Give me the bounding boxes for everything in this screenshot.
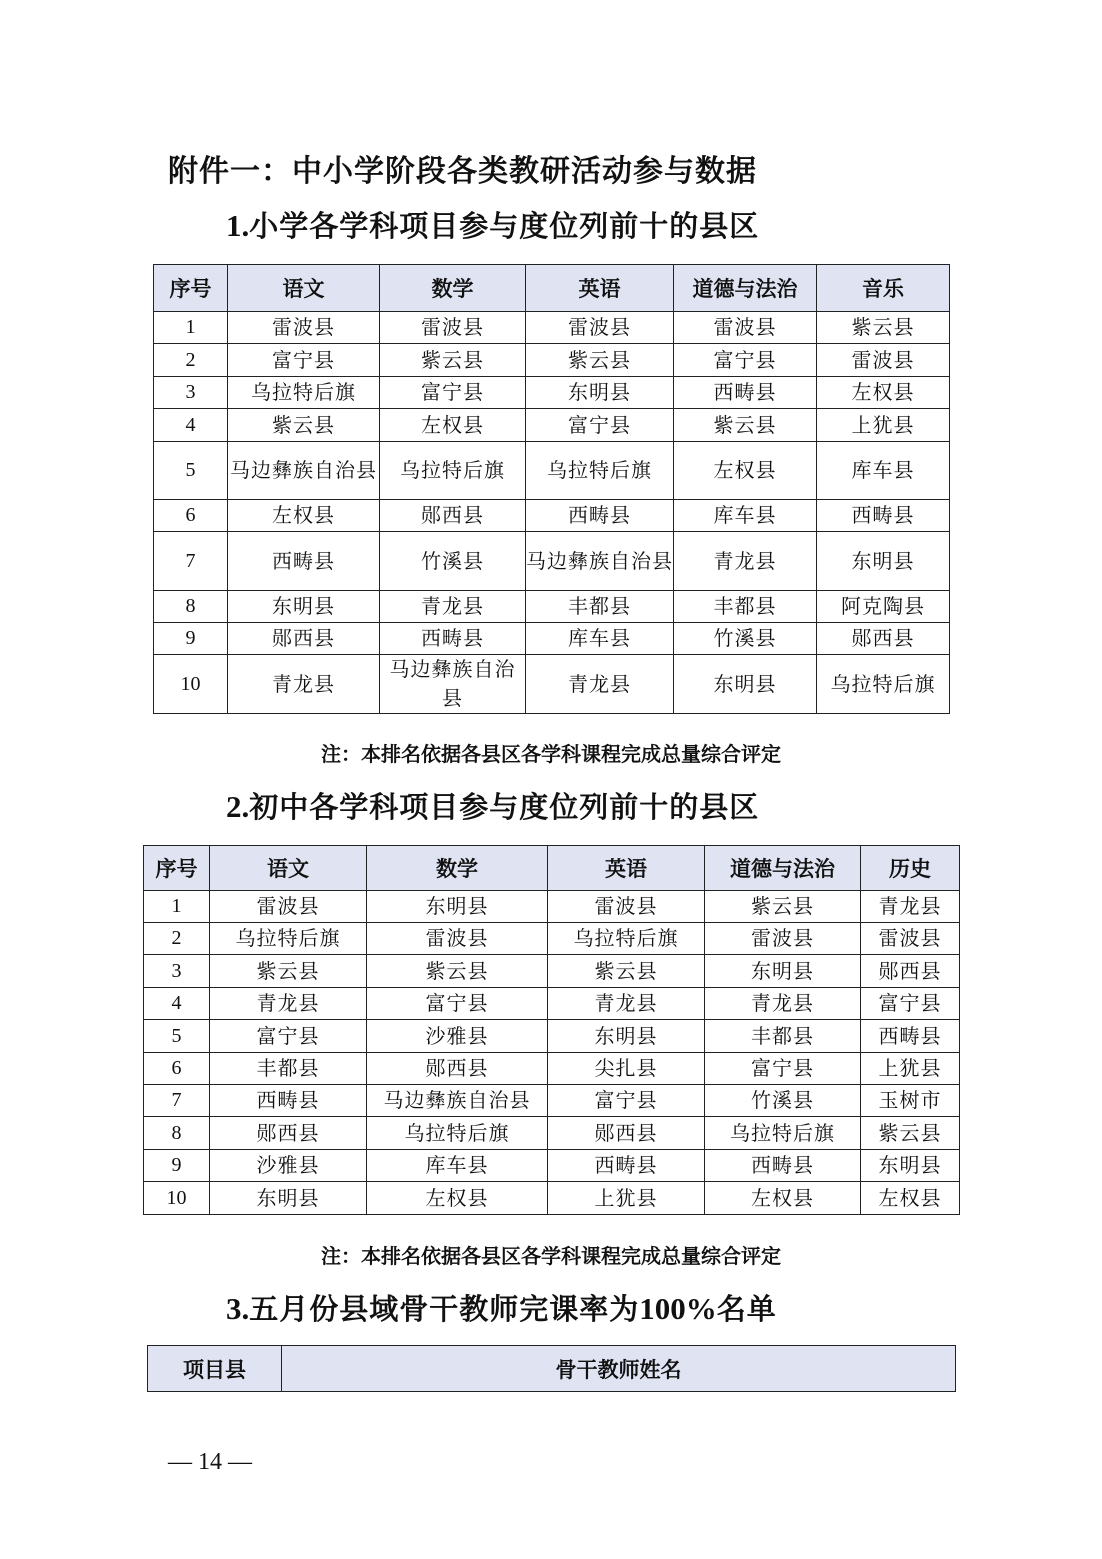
table-row — [144, 1150, 960, 1182]
table-row — [154, 344, 950, 377]
county-cell: 富宁县 — [228, 344, 380, 377]
county-cell: 西畴县 — [526, 500, 674, 532]
county-cell: 雷波县 — [380, 312, 526, 344]
table-row — [154, 377, 950, 409]
county-cell: 富宁县 — [526, 409, 674, 442]
rank-cell: 5 — [154, 442, 228, 500]
table-row — [144, 1085, 960, 1117]
county-cell: 西畴县 — [380, 623, 526, 655]
table-row — [154, 532, 950, 591]
county-cell: 上犹县 — [548, 1182, 705, 1215]
middle-school-table — [143, 845, 960, 1215]
county-cell: 郧西县 — [228, 623, 380, 655]
county-cell: 雷波县 — [817, 344, 950, 377]
county-cell: 紫云县 — [367, 955, 548, 988]
county-cell: 左权县 — [228, 500, 380, 532]
section3-number: 3. — [226, 1291, 250, 1326]
county-cell: 紫云县 — [861, 1117, 960, 1150]
section3-title-text: 五月份县域骨干教师完课率为 — [249, 1292, 640, 1326]
county-cell: 左权县 — [674, 442, 817, 500]
county-cell: 西畴县 — [817, 500, 950, 532]
county-cell: 郧西县 — [817, 623, 950, 655]
county-cell: 富宁县 — [705, 1053, 861, 1085]
column-header: 序号 — [144, 846, 210, 891]
county-cell: 雷波县 — [210, 891, 367, 923]
county-cell: 沙雅县 — [367, 1020, 548, 1053]
table-row — [144, 988, 960, 1020]
county-cell: 西畴县 — [228, 532, 380, 591]
county-cell: 西畴县 — [861, 1020, 960, 1053]
county-cell: 青龙县 — [210, 988, 367, 1020]
table-row — [154, 655, 950, 714]
county-cell: 乌拉特后旗 — [380, 442, 526, 500]
county-cell: 竹溪县 — [674, 623, 817, 655]
county-cell: 乌拉特后旗 — [548, 923, 705, 955]
rank-cell: 8 — [154, 591, 228, 623]
county-cell: 丰都县 — [674, 591, 817, 623]
county-cell: 马边彝族自治县 — [367, 1085, 548, 1117]
county-cell: 东明县 — [861, 1150, 960, 1182]
county-cell: 郧西县 — [861, 955, 960, 988]
county-cell: 丰都县 — [526, 591, 674, 623]
county-cell: 乌拉特后旗 — [367, 1117, 548, 1150]
column-header: 音乐 — [817, 265, 950, 312]
rank-cell: 10 — [144, 1182, 210, 1215]
county-cell: 富宁县 — [548, 1085, 705, 1117]
column-header: 语文 — [228, 265, 380, 312]
county-cell: 乌拉特后旗 — [817, 655, 950, 714]
county-cell: 雷波县 — [674, 312, 817, 344]
county-cell: 左权县 — [380, 409, 526, 442]
county-cell: 雷波县 — [705, 923, 861, 955]
table-row — [154, 623, 950, 655]
county-cell: 左权县 — [817, 377, 950, 409]
table-row — [144, 1117, 960, 1150]
county-cell: 紫云县 — [705, 891, 861, 923]
rank-cell: 6 — [154, 500, 228, 532]
county-cell: 青龙县 — [861, 891, 960, 923]
county-cell: 库车县 — [367, 1150, 548, 1182]
column-header: 道德与法治 — [705, 846, 861, 891]
county-cell: 东明县 — [674, 655, 817, 714]
county-cell: 东明县 — [210, 1182, 367, 1215]
county-cell: 左权县 — [705, 1182, 861, 1215]
section3-title-suffix: 名单 — [716, 1292, 777, 1326]
column-header: 数学 — [380, 265, 526, 312]
rank-cell: 1 — [154, 312, 228, 344]
column-header: 语文 — [210, 846, 367, 891]
county-cell: 竹溪县 — [705, 1085, 861, 1117]
county-cell: 马边彝族自治县 — [380, 655, 526, 714]
county-cell: 尖扎县 — [548, 1053, 705, 1085]
section1-title — [226, 204, 759, 245]
column-header: 项目县 — [148, 1346, 282, 1392]
county-cell: 库车县 — [817, 442, 950, 500]
table-header-row — [148, 1346, 956, 1392]
column-header: 英语 — [526, 265, 674, 312]
county-cell: 富宁县 — [861, 988, 960, 1020]
rank-cell: 9 — [144, 1150, 210, 1182]
attachment-title: 附件一：中小学阶段各类教研活动参与数据 — [168, 154, 757, 189]
rank-cell: 3 — [154, 377, 228, 409]
county-cell: 雷波县 — [367, 923, 548, 955]
table-row — [154, 442, 950, 500]
table-header-row — [154, 265, 950, 312]
section2-title — [226, 785, 759, 826]
county-cell: 上犹县 — [817, 409, 950, 442]
county-cell: 雷波县 — [861, 923, 960, 955]
county-cell: 库车县 — [674, 500, 817, 532]
backbone-teacher-table — [147, 1345, 956, 1392]
county-cell: 马边彝族自治县 — [526, 532, 674, 591]
county-cell: 郧西县 — [380, 500, 526, 532]
rank-cell: 2 — [154, 344, 228, 377]
county-cell: 左权县 — [861, 1182, 960, 1215]
county-cell: 库车县 — [526, 623, 674, 655]
rank-cell: 8 — [144, 1117, 210, 1150]
table-row — [144, 891, 960, 923]
table-row — [154, 500, 950, 532]
county-cell: 青龙县 — [380, 591, 526, 623]
county-cell: 郧西县 — [210, 1117, 367, 1150]
section2-note: 注：本排名依据各县区各学科课程完成总量综合评定 — [321, 1244, 781, 1268]
section2-number: 2. — [226, 789, 250, 824]
county-cell: 丰都县 — [705, 1020, 861, 1053]
column-header: 历史 — [861, 846, 960, 891]
table-row — [144, 1182, 960, 1215]
county-cell: 丰都县 — [210, 1053, 367, 1085]
county-cell: 玉树市 — [861, 1085, 960, 1117]
column-header: 英语 — [548, 846, 705, 891]
county-cell: 西畴县 — [548, 1150, 705, 1182]
rank-cell: 4 — [154, 409, 228, 442]
table-row — [154, 591, 950, 623]
section3-percent: 100% — [639, 1291, 717, 1326]
county-cell: 富宁县 — [210, 1020, 367, 1053]
county-cell: 紫云县 — [380, 344, 526, 377]
primary-school-table — [153, 264, 950, 714]
county-cell: 雷波县 — [228, 312, 380, 344]
rank-cell: 4 — [144, 988, 210, 1020]
rank-cell: 6 — [144, 1053, 210, 1085]
county-cell: 东明县 — [526, 377, 674, 409]
section3-title — [226, 1287, 777, 1328]
section1-number: 1. — [226, 208, 250, 243]
county-cell: 富宁县 — [367, 988, 548, 1020]
rank-cell: 2 — [144, 923, 210, 955]
county-cell: 沙雅县 — [210, 1150, 367, 1182]
table-header-row — [144, 846, 960, 891]
county-cell: 东明县 — [228, 591, 380, 623]
county-cell: 紫云县 — [548, 955, 705, 988]
column-header: 数学 — [367, 846, 548, 891]
county-cell: 西畴县 — [705, 1150, 861, 1182]
county-cell: 东明县 — [367, 891, 548, 923]
county-cell: 上犹县 — [861, 1053, 960, 1085]
county-cell: 紫云县 — [526, 344, 674, 377]
county-cell: 竹溪县 — [380, 532, 526, 591]
column-header: 序号 — [154, 265, 228, 312]
table-row — [144, 955, 960, 988]
county-cell: 青龙县 — [526, 655, 674, 714]
county-cell: 雷波县 — [548, 891, 705, 923]
county-cell: 乌拉特后旗 — [210, 923, 367, 955]
county-cell: 左权县 — [367, 1182, 548, 1215]
county-cell: 紫云县 — [674, 409, 817, 442]
county-cell: 西畴县 — [674, 377, 817, 409]
county-cell: 乌拉特后旗 — [705, 1117, 861, 1150]
county-cell: 乌拉特后旗 — [526, 442, 674, 500]
county-cell: 雷波县 — [526, 312, 674, 344]
county-cell: 富宁县 — [380, 377, 526, 409]
county-cell: 郧西县 — [367, 1053, 548, 1085]
table-row — [154, 312, 950, 344]
county-cell: 乌拉特后旗 — [228, 377, 380, 409]
county-cell: 青龙县 — [228, 655, 380, 714]
rank-cell: 5 — [144, 1020, 210, 1053]
county-cell: 东明县 — [817, 532, 950, 591]
rank-cell: 3 — [144, 955, 210, 988]
county-cell: 青龙县 — [548, 988, 705, 1020]
section1-title-text: 小学各学科项目参与度位列前十的县区 — [249, 209, 760, 243]
table-row — [144, 923, 960, 955]
rank-cell: 7 — [144, 1085, 210, 1117]
rank-cell: 1 — [144, 891, 210, 923]
county-cell: 紫云县 — [210, 955, 367, 988]
rank-cell: 7 — [154, 532, 228, 591]
county-cell: 青龙县 — [705, 988, 861, 1020]
county-cell: 青龙县 — [674, 532, 817, 591]
table-row — [154, 409, 950, 442]
table-row — [144, 1053, 960, 1085]
county-cell: 东明县 — [705, 955, 861, 988]
county-cell: 西畴县 — [210, 1085, 367, 1117]
county-cell: 马边彝族自治县 — [228, 442, 380, 500]
table-row — [144, 1020, 960, 1053]
county-cell: 富宁县 — [674, 344, 817, 377]
column-header: 道德与法治 — [674, 265, 817, 312]
column-header: 骨干教师姓名 — [282, 1346, 956, 1392]
county-cell: 阿克陶县 — [817, 591, 950, 623]
section1-note: 注：本排名依据各县区各学科课程完成总量综合评定 — [321, 742, 781, 766]
section2-title-text: 初中各学科项目参与度位列前十的县区 — [249, 790, 760, 824]
rank-cell: 9 — [154, 623, 228, 655]
county-cell: 郧西县 — [548, 1117, 705, 1150]
county-cell: 紫云县 — [817, 312, 950, 344]
rank-cell: 10 — [154, 655, 228, 714]
page-number: — 14 — — [168, 1449, 252, 1475]
county-cell: 紫云县 — [228, 409, 380, 442]
county-cell: 东明县 — [548, 1020, 705, 1053]
